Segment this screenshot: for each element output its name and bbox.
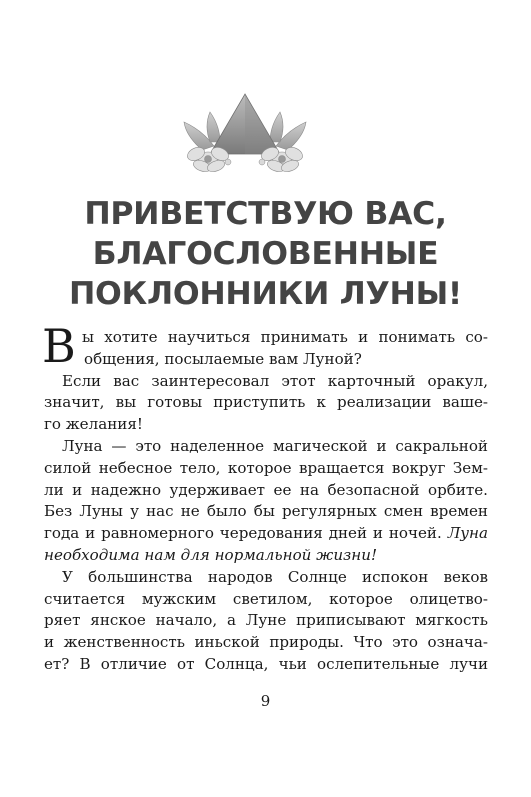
text-line bbox=[44, 523, 488, 545]
text-line: ы хотите научиться принимать и понимать со- bbox=[82, 328, 488, 346]
heading-line-2: БЛАГОСЛОВЕННЫЕ bbox=[92, 236, 439, 272]
lotus-triangle-ornament bbox=[180, 92, 310, 174]
drop-cap: В bbox=[42, 319, 76, 373]
body-text bbox=[42, 319, 488, 676]
heading-line-3: ПОКЛОННИКИ ЛУНЫ! bbox=[68, 276, 462, 312]
text-line: У большинства народов Солнце испокон веков bbox=[62, 567, 488, 586]
text-line bbox=[44, 545, 488, 567]
text-line: ет? В отличие от Солнца, чьи ослепительные лучи bbox=[44, 654, 488, 673]
text-segment: года и равномерного чередования дней и ночей. bbox=[44, 524, 442, 543]
text-line: Луна — это наделенное магической и сакральной bbox=[62, 436, 488, 455]
text-line: ли и надежно удерживает ее на безопасной орбите. bbox=[44, 480, 488, 499]
text-line: считается мужским светилом, которое олицетво- bbox=[44, 589, 488, 608]
text-line: ряет янское начало, а Луне приписывают мягкость bbox=[44, 611, 488, 630]
text-line: и женственность иньской природы. Что это означа- bbox=[44, 633, 488, 652]
heading-line-1: ПРИВЕТСТВУЮ ВАС, bbox=[84, 196, 447, 232]
text-line: го желания! bbox=[44, 415, 143, 434]
text-line: силой небесное тело, которое вращается вокруг Зем- bbox=[44, 458, 488, 477]
chapter-heading bbox=[40, 194, 491, 314]
text-line: Если вас заинтересовал этот карточный оракул, bbox=[62, 371, 488, 390]
page-number: 9 bbox=[260, 692, 271, 710]
italic-segment: необходима нам для нормальной жизни! bbox=[44, 545, 378, 564]
text-line: Без Луны у нас не было бы регулярных смен времен bbox=[44, 502, 488, 521]
text-line: общения, посылаемые вам Луной? bbox=[84, 349, 362, 368]
italic-segment: Луна bbox=[447, 524, 488, 543]
text-line: значит, вы готовы приступить к реализации ваше- bbox=[44, 393, 488, 412]
